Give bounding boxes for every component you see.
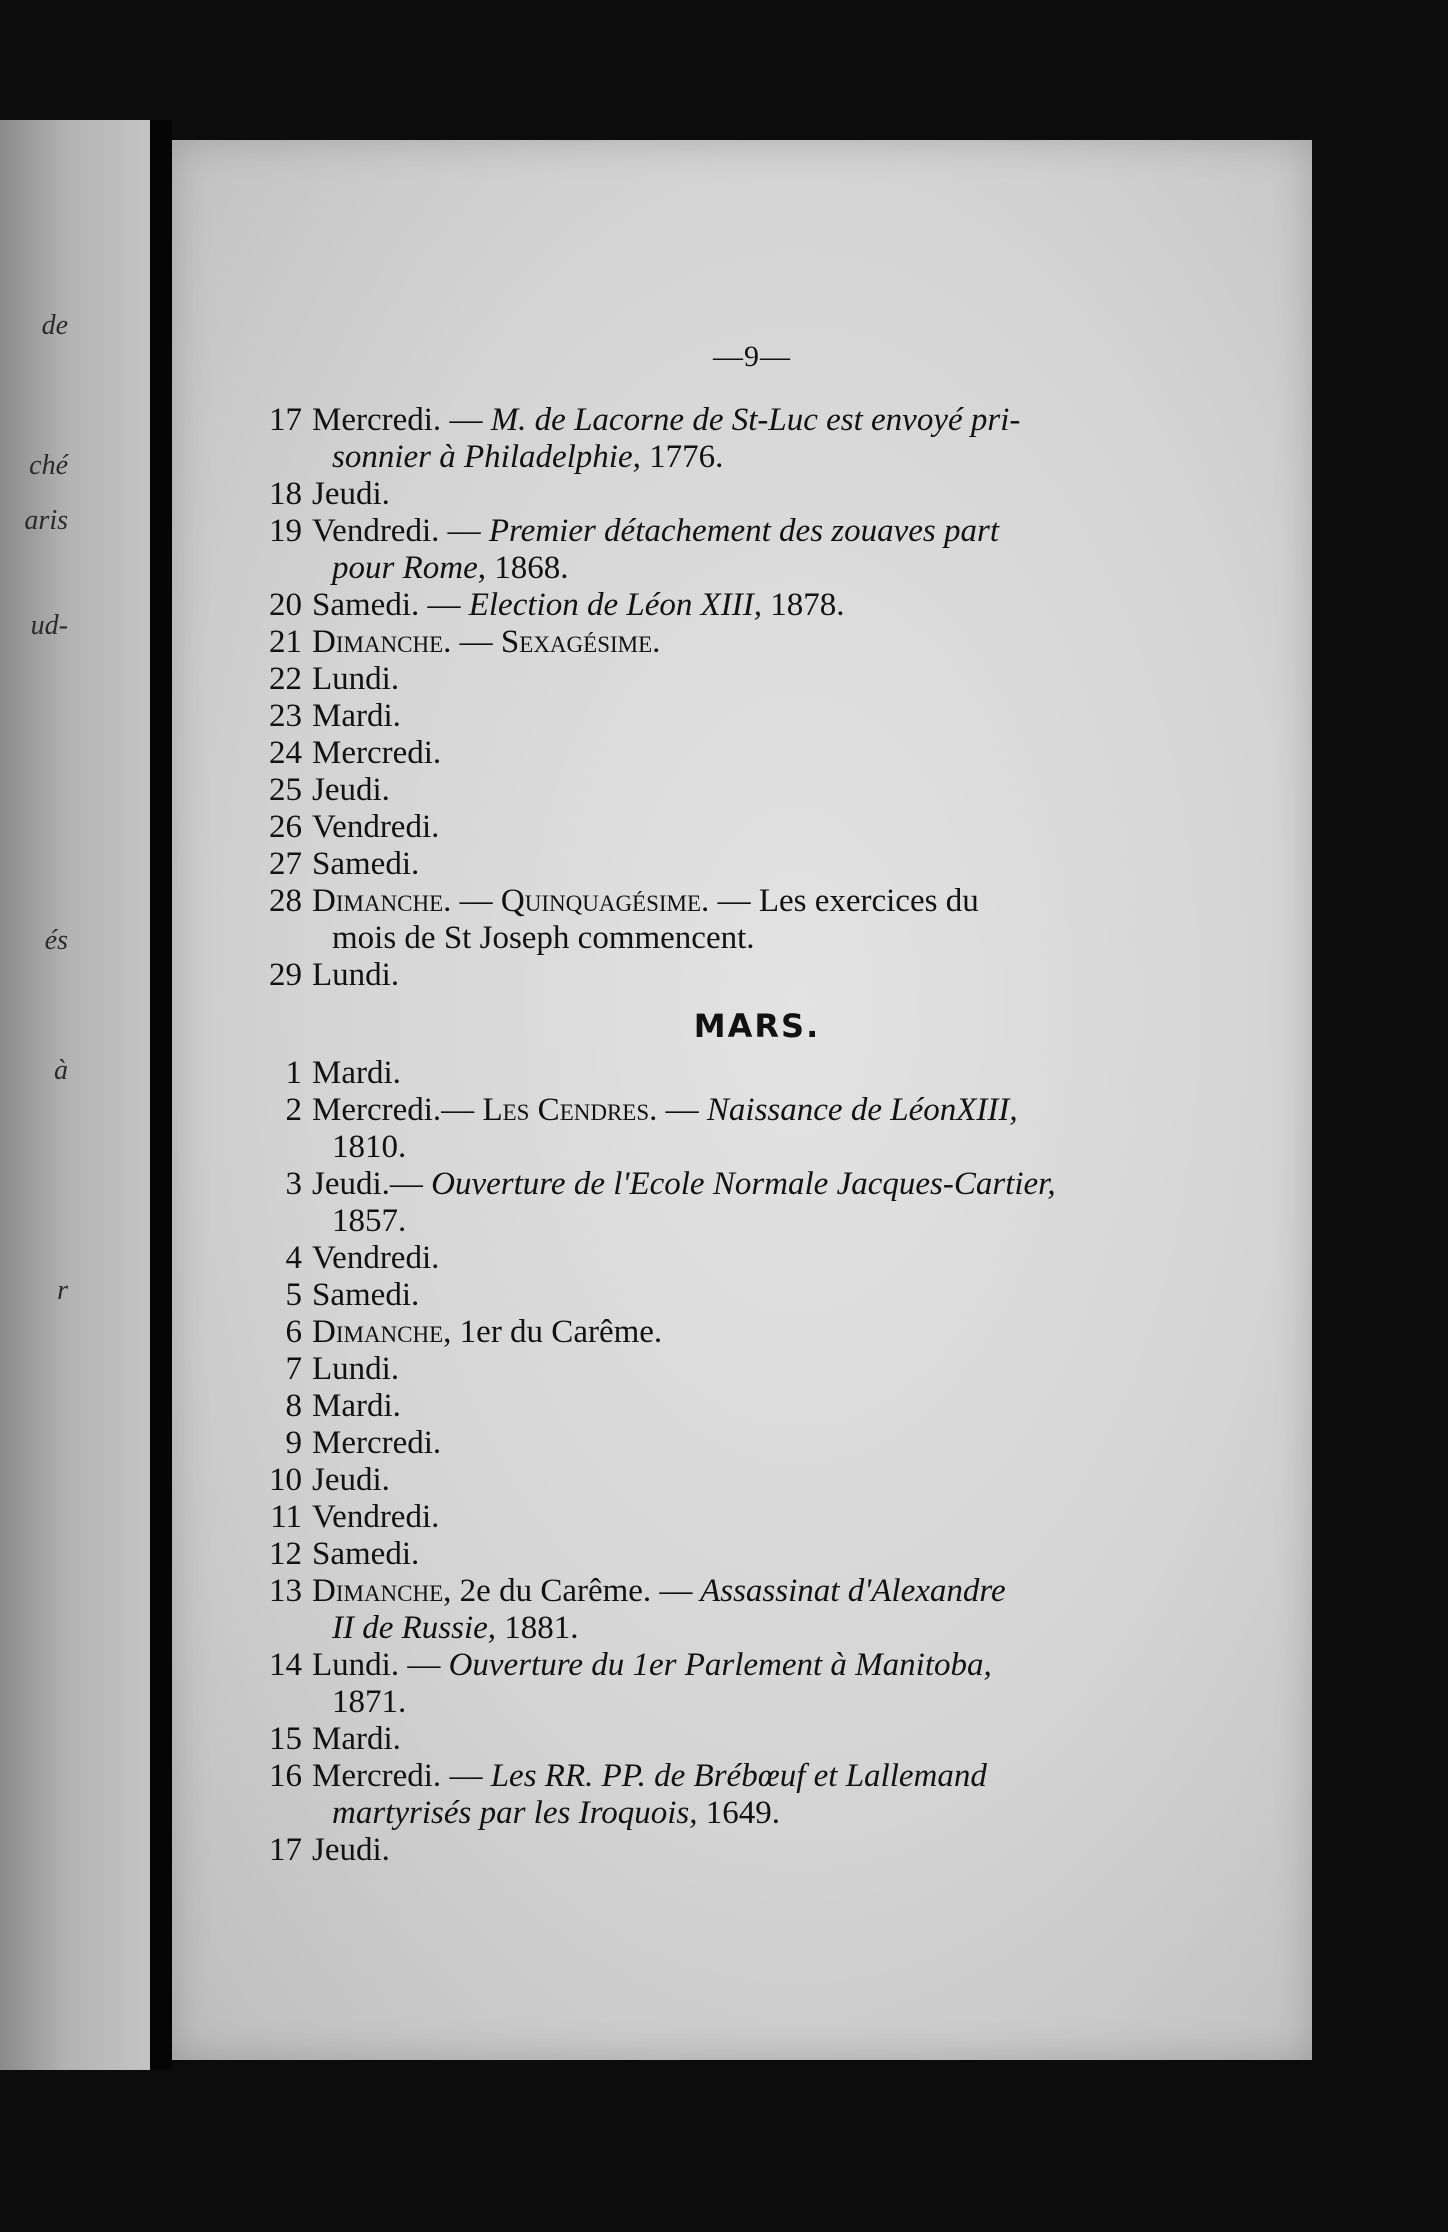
feast-label: Dimanche, xyxy=(312,1573,452,1609)
fragment-text: aris xyxy=(24,505,68,536)
calendar-entry xyxy=(252,1351,1152,1388)
fragment-text: de xyxy=(41,310,68,341)
entry-text xyxy=(312,1240,1152,1277)
separator: — xyxy=(441,1758,491,1794)
day-number: 29 xyxy=(269,957,302,993)
plain-text: 1881. xyxy=(496,1610,579,1646)
entry-text xyxy=(312,1462,1152,1499)
entry-text xyxy=(312,513,1152,550)
weekday-label: Mardi. xyxy=(312,1055,401,1091)
weekday-label: Mardi. xyxy=(312,1388,401,1424)
fragment-text: ud- xyxy=(30,610,68,641)
entry-continuation xyxy=(312,439,1152,476)
separator: — xyxy=(439,513,489,549)
mars-list xyxy=(252,1055,1152,1869)
calendar-entry xyxy=(252,1166,1152,1240)
entry-text xyxy=(312,772,1152,809)
day-number: 6 xyxy=(285,1314,302,1350)
event-note: Assassinat d'Alexandre xyxy=(692,1573,1006,1609)
day-number: 3 xyxy=(285,1166,302,1202)
event-note: M. de Lacorne de St-Luc est envoyé pri- xyxy=(490,402,1021,438)
calendar-entry xyxy=(252,476,1152,513)
entry-text xyxy=(312,957,1152,994)
plain-text: 1810. xyxy=(332,1129,407,1165)
entry-continuation xyxy=(312,1203,1152,1240)
event-note: sonnier à Philadelphie, xyxy=(332,439,641,475)
separator: — xyxy=(657,1092,707,1128)
event-note: Election de Léon XIII, xyxy=(468,587,762,623)
weekday-label: Vendredi. xyxy=(312,1499,440,1535)
entry-text xyxy=(312,1832,1152,1869)
plain-text: 1857. xyxy=(332,1203,407,1239)
entry-text xyxy=(312,1721,1152,1758)
entry-text xyxy=(312,698,1152,735)
day-number: 4 xyxy=(285,1240,302,1276)
entry-text xyxy=(312,1758,1152,1795)
day-number: 17 xyxy=(269,402,302,438)
weekday-label: Jeudi. xyxy=(312,476,390,512)
weekday-label: Mardi. xyxy=(312,698,401,734)
calendar-entry xyxy=(252,661,1152,698)
feast-label: Dimanche, xyxy=(312,1314,452,1350)
entry-text xyxy=(312,1499,1152,1536)
calendar-entry xyxy=(252,1388,1152,1425)
calendar-entry xyxy=(252,402,1152,476)
weekday-label: Lundi. xyxy=(312,957,400,993)
entry-continuation xyxy=(312,1129,1152,1166)
calendar-entry xyxy=(252,1832,1152,1869)
entry-continuation xyxy=(312,920,1152,957)
entry-text xyxy=(312,1351,1152,1388)
calendar-entry xyxy=(252,1240,1152,1277)
entry-text xyxy=(312,1647,1152,1684)
weekday-label: Mercredi. xyxy=(312,735,442,771)
calendar-entry xyxy=(252,1425,1152,1462)
plain-text: 1871. xyxy=(332,1684,407,1720)
calendar-page xyxy=(172,140,1312,2060)
calendar-entry xyxy=(252,1462,1152,1499)
weekday-label: Samedi. xyxy=(312,846,420,882)
event-note: Ouverture de l'Ecole Normale Jacques-Cartier, xyxy=(422,1166,1056,1202)
event-note: Premier détachement des zouaves part xyxy=(488,513,1000,549)
calendar-entry xyxy=(252,624,1152,661)
entry-text xyxy=(312,402,1152,439)
weekday-label: Mardi. xyxy=(312,1721,401,1757)
day-number: 13 xyxy=(269,1573,302,1609)
calendar-entry xyxy=(252,1314,1152,1351)
plain-text: 1868. xyxy=(485,550,569,586)
day-number: 24 xyxy=(269,735,302,771)
event-note: martyrisés par les Iroquois, xyxy=(332,1795,698,1831)
entry-text xyxy=(312,1092,1152,1129)
day-number: 25 xyxy=(269,772,302,808)
day-number: 12 xyxy=(269,1536,302,1572)
calendar-entry xyxy=(252,1499,1152,1536)
entry-text xyxy=(312,1277,1152,1314)
separator: — xyxy=(399,1647,449,1683)
day-number: 7 xyxy=(285,1351,302,1387)
page-number: —9— xyxy=(713,340,791,373)
plain-text: mois de St Joseph commencent. xyxy=(332,920,755,956)
weekday-label: Samedi. xyxy=(312,1277,420,1313)
weekday-label: Samedi. xyxy=(312,587,420,623)
day-number: 1 xyxy=(285,1055,302,1091)
day-number: 11 xyxy=(270,1499,302,1535)
weekday-label: Mercredi. xyxy=(312,402,442,438)
fevrier-list xyxy=(252,402,1152,994)
day-number: 17 xyxy=(269,1832,302,1868)
weekday-label: Lundi. xyxy=(312,1647,400,1683)
entry-continuation xyxy=(312,1684,1152,1721)
entry-text xyxy=(312,1425,1152,1462)
entry-text xyxy=(312,1536,1152,1573)
month-title: MARS. xyxy=(693,1007,821,1045)
day-number: 5 xyxy=(285,1277,302,1313)
weekday-label: Mercredi. xyxy=(312,1425,442,1461)
day-number: 22 xyxy=(269,661,302,697)
weekday-label: Lundi. xyxy=(312,661,400,697)
entry-text xyxy=(312,1314,1152,1351)
entry-text xyxy=(312,661,1152,698)
calendar-entry xyxy=(252,772,1152,809)
weekday-label: Lundi. xyxy=(312,1351,400,1387)
calendar-entry xyxy=(252,587,1152,624)
fragment-text: à xyxy=(54,1055,68,1086)
day-number: 18 xyxy=(269,476,302,512)
weekday-label: Mercredi.— xyxy=(312,1092,475,1128)
fragment-text: és xyxy=(44,925,68,956)
day-number: 20 xyxy=(269,587,302,623)
day-number: 8 xyxy=(285,1388,302,1424)
feast-label: Dimanche. — Quinquagésime. xyxy=(312,883,710,919)
entry-text xyxy=(312,809,1152,846)
day-number: 26 xyxy=(269,809,302,845)
weekday-label: Vendredi. xyxy=(312,809,440,845)
calendar-entry xyxy=(252,1721,1152,1758)
entry-text xyxy=(312,846,1152,883)
day-number: 14 xyxy=(269,1647,302,1683)
left-page-edge xyxy=(0,120,150,2070)
day-number: 21 xyxy=(269,624,302,660)
fragment-text: ché xyxy=(29,450,68,481)
weekday-label: Samedi. xyxy=(312,1536,420,1572)
plain-text: 1776. xyxy=(640,439,724,475)
day-number: 10 xyxy=(269,1462,302,1498)
calendar-entry xyxy=(252,846,1152,883)
calendar-entry xyxy=(252,1092,1152,1166)
weekday-label: Jeudi. xyxy=(312,1462,390,1498)
plain-text: 1er du Carême. xyxy=(451,1314,663,1350)
calendar-entry xyxy=(252,1758,1152,1832)
day-number: 16 xyxy=(269,1758,302,1794)
day-number: 23 xyxy=(269,698,302,734)
calendar-entry xyxy=(252,1647,1152,1721)
entry-continuation xyxy=(312,1610,1152,1647)
entry-continuation xyxy=(312,1795,1152,1832)
fragment-text: r xyxy=(57,1275,68,1306)
calendar-entry xyxy=(252,1573,1152,1647)
book-spine xyxy=(150,120,172,2070)
entry-text xyxy=(312,735,1152,772)
entry-text xyxy=(312,476,1152,513)
calendar-entry xyxy=(252,698,1152,735)
entry-text xyxy=(312,1388,1152,1425)
calendar-entry xyxy=(252,1536,1152,1573)
day-number: 27 xyxy=(269,846,302,882)
plain-text: 2e du Carême. — xyxy=(451,1573,693,1609)
left-page-fragments xyxy=(8,120,128,2070)
plain-text: — Les exercices du xyxy=(709,883,979,919)
calendar-entry xyxy=(252,1277,1152,1314)
feast-label: Dimanche. — Sexagésime. xyxy=(312,624,661,660)
weekday-label: Vendredi. xyxy=(312,1240,440,1276)
calendar-entry xyxy=(252,1055,1152,1092)
entry-text xyxy=(312,883,1152,920)
day-number: 28 xyxy=(269,883,302,919)
calendar-entry xyxy=(252,735,1152,772)
weekday-label: Mercredi. xyxy=(312,1758,442,1794)
event-note: Ouverture du 1er Parlement à Manitoba, xyxy=(448,1647,992,1683)
weekday-label: Vendredi. xyxy=(312,513,440,549)
calendar-entry xyxy=(252,809,1152,846)
day-number: 9 xyxy=(285,1425,302,1461)
event-note: pour Rome, xyxy=(332,550,486,586)
weekday-label: Jeudi.— xyxy=(312,1166,423,1202)
weekday-label: Jeudi. xyxy=(312,772,390,808)
event-note: Naissance de LéonXIII, xyxy=(706,1092,1018,1128)
event-note: II de Russie, xyxy=(332,1610,497,1646)
plain-text: 1878. xyxy=(761,587,845,623)
calendar-entries xyxy=(252,402,1152,1869)
entry-text xyxy=(312,587,1152,624)
entry-text xyxy=(312,624,1152,661)
calendar-entry xyxy=(252,957,1152,994)
separator: — xyxy=(419,587,469,623)
feast-label: Les Cendres. xyxy=(474,1092,658,1128)
event-note: Les RR. PP. de Brébœuf et Lallemand xyxy=(490,1758,987,1794)
day-number: 19 xyxy=(269,513,302,549)
entry-text xyxy=(312,1055,1152,1092)
plain-text: 1649. xyxy=(697,1795,780,1831)
day-number: 2 xyxy=(285,1092,302,1128)
day-number: 15 xyxy=(269,1721,302,1757)
calendar-entry xyxy=(252,513,1152,587)
entry-text xyxy=(312,1573,1152,1610)
separator: — xyxy=(441,402,491,438)
entry-continuation xyxy=(312,550,1152,587)
calendar-entry xyxy=(252,883,1152,957)
entry-text xyxy=(312,1166,1152,1203)
weekday-label: Jeudi. xyxy=(312,1832,390,1868)
